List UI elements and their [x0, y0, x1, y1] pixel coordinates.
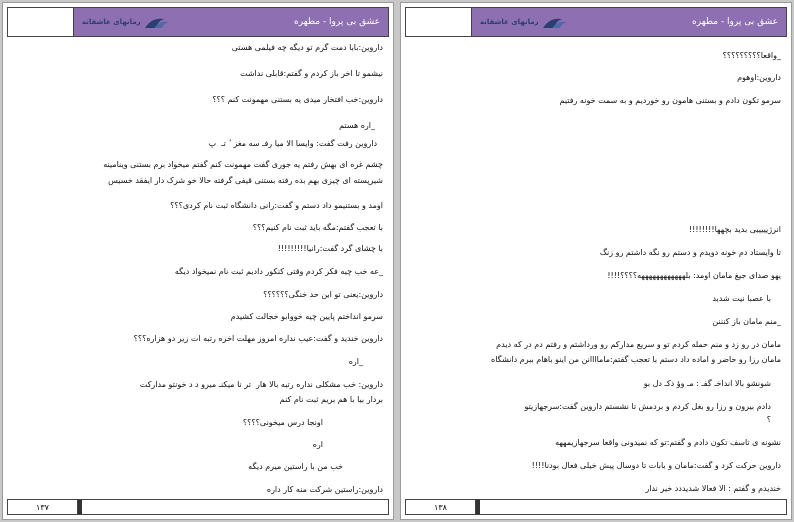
header-blank-box: [406, 8, 472, 36]
page-138: [400, 2, 792, 520]
page-header: [7, 7, 389, 37]
text-line: نیشمو تا اخر باز کردم و گفتم:قابلی نداشت: [239, 69, 383, 78]
text-line: داروین:بابا دمت گرم تو دیگه چه فیلمی هستی: [231, 43, 383, 52]
text-line: داروین خندید و گفت:عیب نداره امروز مهلت اخره رتبه ات زیر دو هزاره؟؟؟: [133, 334, 383, 343]
text-line: شونشو بالا انداخـ گفـ : مـ و‌ؤ دکـ دل بو: [643, 379, 771, 388]
text-line: _اره: [348, 357, 363, 366]
text-line: داروین رفت گفت: وایسا الا میا رفـ سه مغز ‌ ٔ تـ ‌ پ: [208, 139, 377, 148]
page-number: ۱۳۷: [8, 500, 78, 514]
page-footer: [405, 499, 787, 515]
text-line: نشونه ی تاسف تکون دادم و گفتم:تو که نمیدونی واقعا سرجهازیمههه: [555, 438, 781, 447]
text-line: خب من با راستین میرم دیگه: [248, 462, 343, 471]
text-line: داروین:اوهوم: [737, 73, 781, 82]
text-line: داروین:خب افتخار میدی یه بستنی مهمونت کنم ؟؟؟: [212, 95, 383, 104]
text-line: _عه خب چیه فکر کردم وقتی کنکور دادیم ثبت نام نمیخواد دیگه: [174, 267, 383, 276]
text-line: داروین حرکت کرد و گفت:مامان و بابات تا دوسال پیش خیلی فعال بودنا!!!!: [531, 461, 781, 470]
text-line: تا وایستاد دم خونه دویدم و دستم رو نگه داشتم رو زنگ: [599, 248, 781, 257]
text-line: _اره هستم: [339, 121, 375, 130]
text-line: با چشای گرد گفت:رانیا!!!!!!!!!: [277, 244, 383, 253]
page-title: عشق بی پروا - مطهره: [692, 17, 778, 27]
page-title: عشق بی پروا - مطهره: [294, 17, 380, 27]
page-footer: [7, 499, 389, 515]
header-title-bar: [74, 8, 388, 36]
page-number: ۱۳۸: [406, 500, 476, 514]
text-line: شیرپسته ای چیزی بهم بده رفته بستنی قیفی گرفته حالا خو‌ شر‌ک دار ایفقد خسیس: [108, 176, 383, 185]
text-line: داروین:یعنی تو این حد خنگی؟؟؟؟؟؟: [263, 290, 383, 299]
logo-text: رمانهای عاشقانه: [480, 18, 539, 26]
logo-text: رمانهای عاشقانه: [82, 18, 141, 26]
text-line: چشم غره ای بهش رفتم یه جوری گفت مهمونت کنم گفتم میخواد برم بستنی وینامینه: [103, 160, 383, 169]
page-body: [13, 41, 383, 493]
text-line: اومد و بستنیمو داد دستم و گفت:رانی دانشگاه ثبت نام کردی؟؟؟: [170, 201, 383, 210]
text-line: اونجا درس میخونی؟؟؟؟: [242, 418, 323, 427]
site-logo: [82, 15, 170, 29]
text-line: داروین: خب مشکلی نداره رتبه بالا هار ‌ تر‌ نا میکنـ میرو‌ د‌ د خونتو مدارکت: [139, 380, 383, 389]
text-line: _واقعا؟؟؟؟؟؟؟؟؟: [722, 51, 781, 60]
text-line: اره: [312, 440, 323, 449]
page-body: [411, 41, 781, 493]
text-line: سرمو تکون دادم و بستنی هامون رو خوردیم و به سمت خونه رفتیم: [559, 96, 781, 105]
header-blank-box: [8, 8, 74, 36]
text-line: دادم بیرون و رزا رو بغل کردم و بردمش تا نشستم داروین گفت:سرجهازیتو: [524, 402, 771, 411]
text-line: مامان در رو زد و منم حمله کردم تو و سریع مدارکم رو ورداشتم و رفتم دم در که دیدم: [496, 340, 781, 349]
text-line: خندیدم و گفتم : الا فعالا شدیددد خیر ندار: [645, 484, 781, 493]
text-line: با تعجب گفتم:مگه باید ثبت نام کنیم؟؟؟: [252, 223, 383, 232]
page-137: [2, 2, 394, 520]
text-line: با عصبا نیت شدید: [712, 294, 771, 303]
text-line: داروین:راستین شرکت منه کار داره: [266, 485, 383, 494]
text-line: یهو صدای جیغ مامان اومد: بلههههههههههههه؟؟؟؟!!!!: [607, 271, 781, 280]
page-header: [405, 7, 787, 37]
logo-icon: [542, 15, 568, 29]
site-logo: [480, 15, 568, 29]
text-line: ؟: [766, 415, 771, 424]
text-line: سرمو انداختم پایین چیه خووابو خجالت کشیدم: [230, 312, 383, 321]
footer-bar: [78, 500, 388, 514]
text-line: بردار بیا با هم بریم ثبت نام کنم: [279, 395, 383, 404]
text-line: انرژیییییی بدید بچهها!!!!!!!!: [688, 225, 781, 234]
text-line: _منم مامان باز کنننن: [712, 317, 781, 326]
logo-icon: [144, 15, 170, 29]
text-line: مامان رزا رو حاضر و اماده داد دستم با تعجب گفتم:ماماااانن من اینو باهام ببرم دانشگاه: [491, 355, 781, 364]
footer-bar: [476, 500, 786, 514]
header-title-bar: [472, 8, 786, 36]
